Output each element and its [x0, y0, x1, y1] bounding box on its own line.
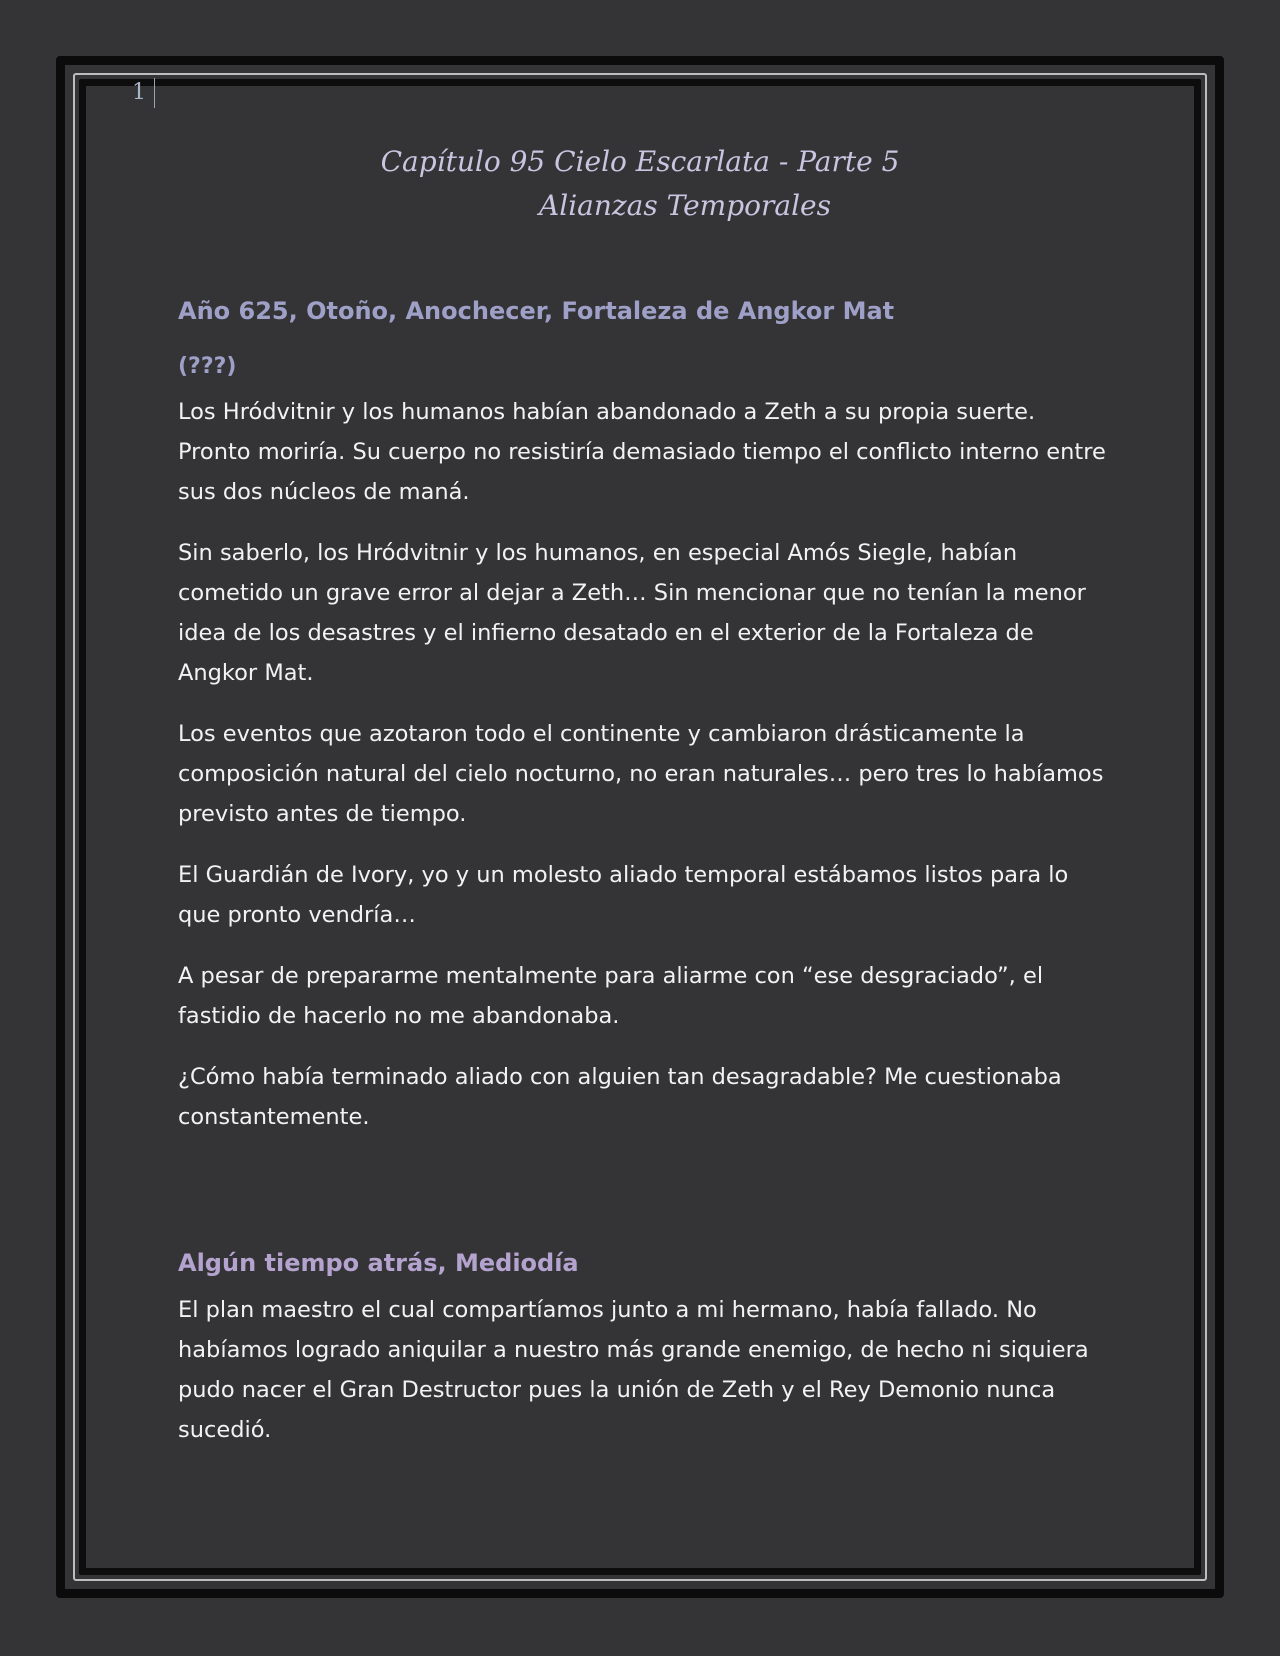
chapter-title-line-1: Capítulo 95 Cielo Escarlata - Parte 5: [380, 145, 900, 178]
narrator-label: (???): [178, 354, 237, 379]
section-1: [178, 296, 1108, 1158]
chapter-title: [240, 140, 1040, 228]
paragraph-1: Los Hródvitnir y los humanos habían abandonado a Zeth a su propia suerte. Pronto moriría. Su cuerpo no resistiría demasiado tiempo el conflicto interno entre sus dos núcleos de maná.: [178, 399, 1106, 505]
section-1-heading: Año 625, Otoño, Anochecer, Fortaleza de Angkor Mat: [178, 297, 895, 325]
paragraph-6: ¿Cómo había terminado aliado con alguien tan desagradable? Me cuestionaba constantemente.: [178, 1064, 1062, 1130]
paragraph-4: El Guardián de Ivory, yo y un molesto aliado temporal estábamos listos para lo que pronto vendría…: [178, 862, 1069, 928]
chapter-title-line-2: Alianzas Temporales: [539, 189, 831, 222]
section-2-heading: Algún tiempo atrás, Mediodía: [178, 1249, 579, 1277]
section-2: [178, 1248, 1108, 1471]
page-number: 1: [132, 78, 155, 108]
paragraph-5: A pesar de prepararme mentalmente para aliarme con “ese desgraciado”, el fastidio de hacerlo no me abandonaba.: [178, 963, 1044, 1029]
paragraph-2: Sin saberlo, los Hródvitnir y los humanos, en especial Amós Siegle, habían cometido un grave error al dejar a Zeth… Sin mencionar que no tenían la menor idea de los desastres y el infierno desatado en el exterior de la Fortaleza de Angkor Mat.: [178, 540, 1086, 686]
paragraph-7: El plan maestro el cual compartíamos junto a mi hermano, había fallado. No habíamos logrado aniquilar a nuestro más grande enemigo, de hecho ni siquiera pudo nacer el Gran Destructor pues la unión de Zeth y el Rey Demonio nunca sucedió.: [178, 1297, 1089, 1443]
paragraph-3: Los eventos que azotaron todo el continente y cambiaron drásticamente la composición natural del cielo nocturno, no eran naturales… pero tres lo habíamos previsto antes de tiempo.: [178, 721, 1104, 827]
